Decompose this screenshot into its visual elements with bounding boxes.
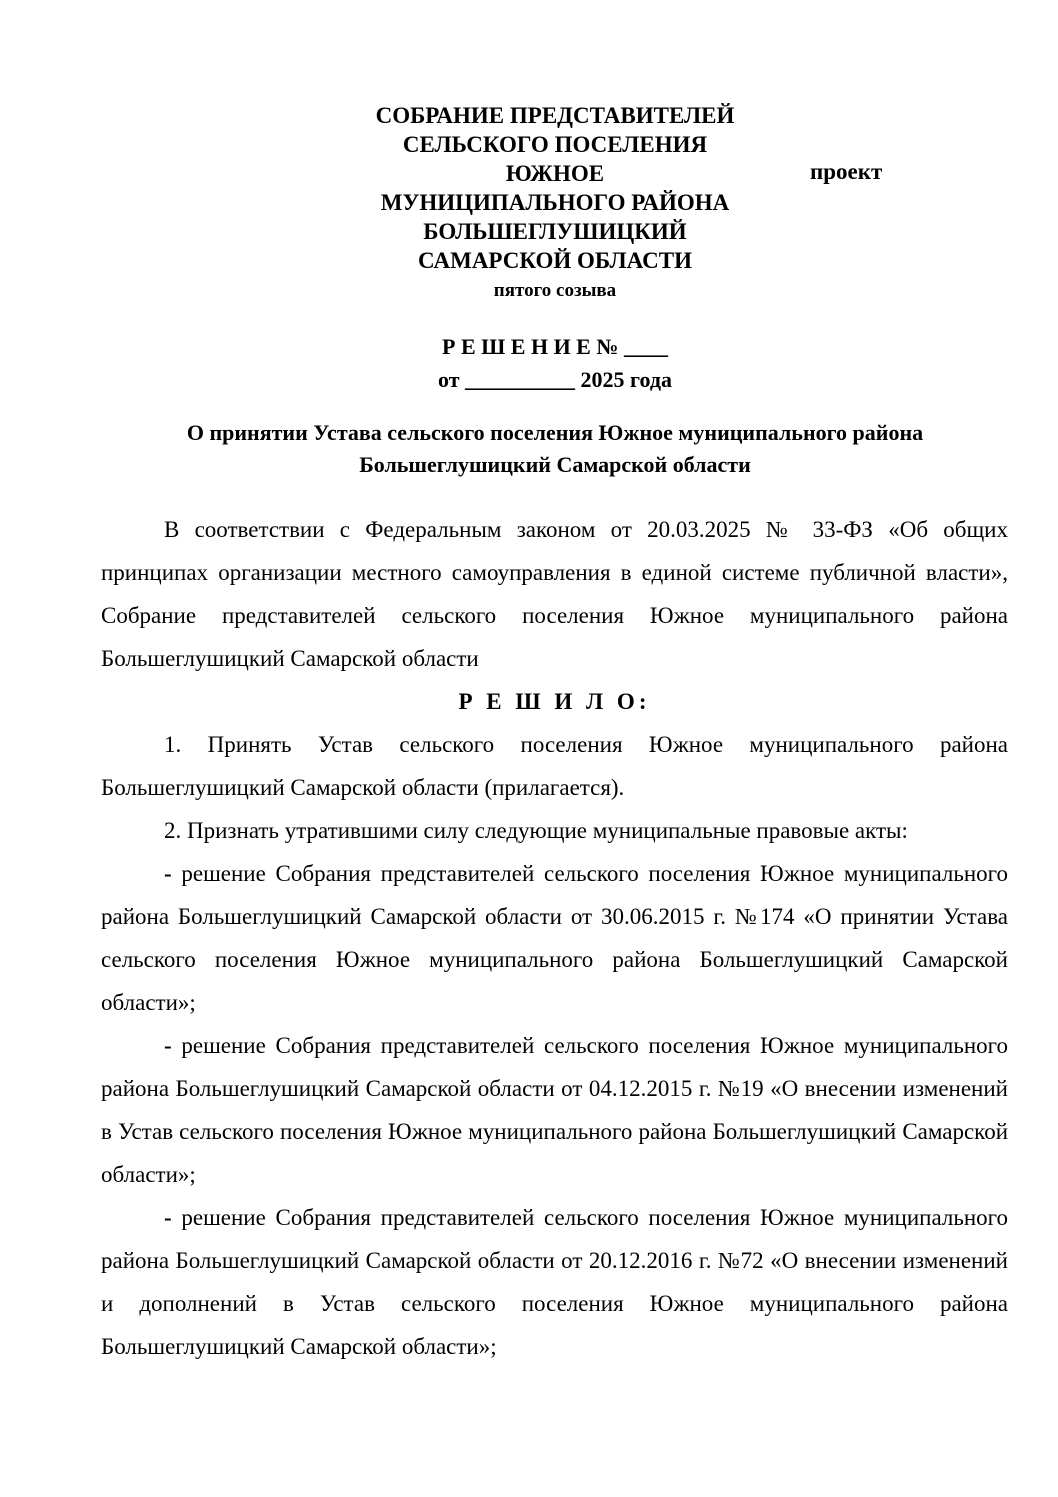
repealed-act-text: решение Собрания представителей сельского поселения Южное муниципального района Большеглушицкий Самарской области от 20.12.2016 г. №72 «О внесении изменений и дополнений в Устав сельского поселения Южное муниципального района Большеглушицкий Самарской области»; (101, 1205, 1008, 1359)
decision-date: от __________ 2025 года (438, 367, 672, 392)
document-header (310, 101, 800, 307)
decision-title (300, 330, 810, 396)
subject-line: Большеглушицкий Самарской области (359, 452, 751, 477)
draft-label: проект (810, 159, 883, 184)
header-line: САМАРСКОЙ ОБЛАСТИ (418, 248, 692, 273)
subject-line: О принятии Устава сельского поселения Южное муниципального района (186, 420, 924, 445)
header-line: ЮЖНОЕ (505, 161, 605, 186)
list-dash: - (164, 861, 172, 886)
convocation: пятого созыва (493, 280, 617, 301)
repealed-act (101, 1024, 1008, 1196)
preamble: В соответствии с Федеральным законом от 20.03.2025 № 33-ФЗ «Об общих принципах организации местного самоуправления в единой системе публичной власти», Собрание представителей сельского поселения Южное муниципального района Большеглушицкий Самарской области (101, 517, 1008, 671)
repealed-act-text: решение Собрания представителей сельского поселения Южное муниципального района Большеглушицкий Самарской области от 30.06.2015 г. №174 «О принятии Устава сельского поселения Южное муниципального района Большеглушицкий Самарской области»; (101, 861, 1008, 1015)
repealed-act (101, 1196, 1008, 1368)
decision-subject (100, 417, 1010, 481)
header-line: БОЛЬШЕГЛУШИЦКИЙ (423, 219, 687, 244)
list-dash: - (164, 1205, 172, 1230)
item-1: 1. Принять Устав сельского поселения Южное муниципального района Большеглушицкий Самарской области (прилагается). (101, 732, 1008, 800)
header-line: МУНИЦИПАЛЬНОГО РАЙОНА (380, 190, 730, 215)
repealed-act-text: решение Собрания представителей сельского поселения Южное муниципального района Большеглушицкий Самарской области от 04.12.2015 г. №19 «О внесении изменений в Устав сельского поселения Южное муниципального района Большеглушицкий Самарской области»; (101, 1033, 1008, 1187)
item-2: 2. Признать утратившими силу следующие муниципальные правовые акты: (164, 818, 908, 843)
document-body (101, 508, 1008, 1368)
decision-number: Р Е Ш Е Н И Е № ____ (442, 334, 668, 359)
repealed-act (101, 852, 1008, 1024)
list-dash: - (164, 1033, 172, 1058)
header-line: СЕЛЬСКОГО ПОСЕЛЕНИЯ (402, 132, 708, 157)
resolved-heading: Р Е Ш И Л О: (458, 689, 651, 714)
header-line: СОБРАНИЕ ПРЕДСТАВИТЕЛЕЙ (375, 103, 735, 128)
